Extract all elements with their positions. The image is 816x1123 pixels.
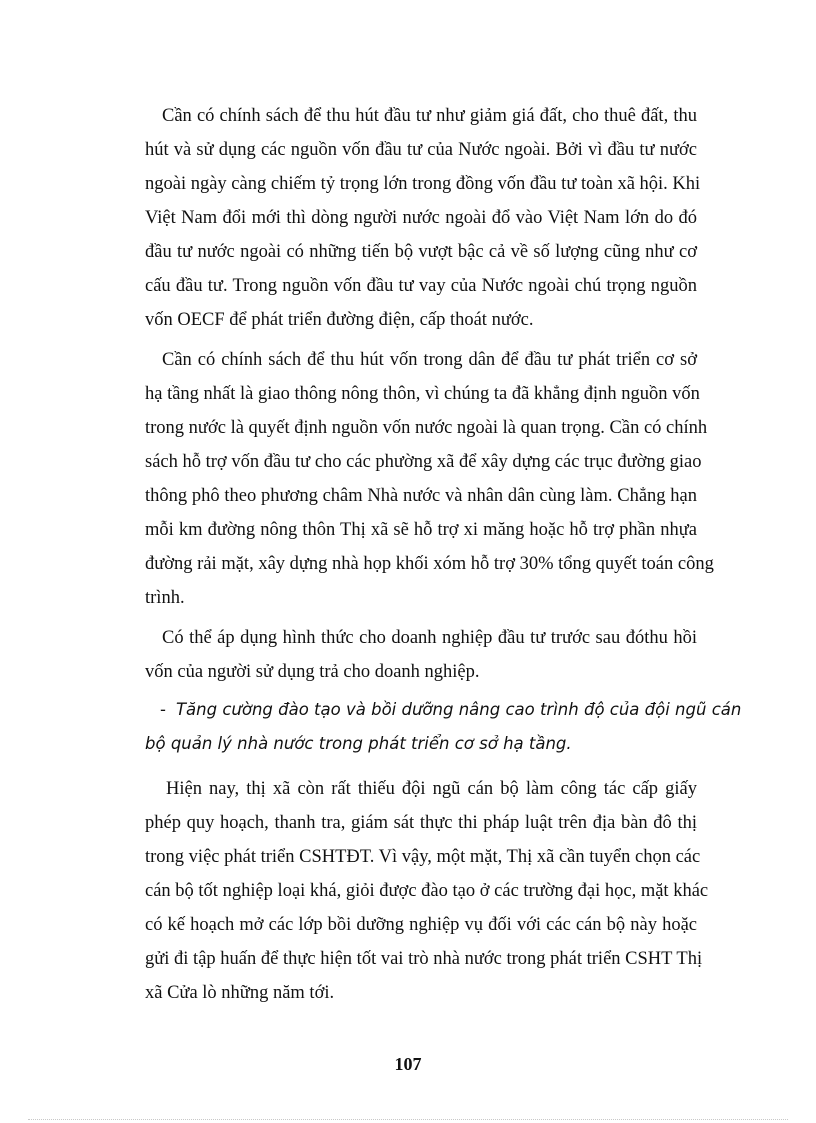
text-line: cấu đầu tư. Trong nguồn vốn đầu tư vay của Nước ngoài chú trọng nguồn	[145, 276, 697, 296]
text-line: đường rải mặt, xây dựng nhà họp khối xóm hỗ trợ 30% tổng quyết toán công	[145, 554, 714, 574]
text-line: Có thể áp dụng hình thức cho doanh nghiệp đầu tư trước sau đóthu hồi	[162, 628, 697, 648]
text-line: xã Cửa lò những năm tới.	[145, 983, 335, 1003]
text-line: đầu tư nước ngoài có những tiến bộ vượt bậc cả về số lượng cũng như cơ	[145, 242, 697, 262]
footer-divider	[28, 1119, 788, 1120]
page-number: 107	[394, 1054, 422, 1074]
text-line: ngoài ngày càng chiếm tỷ trọng lớn trong đồng vốn đầu tư toàn xã hội. Khi	[145, 174, 701, 194]
text-line: hút và sử dụng các nguồn vốn đầu tư của Nước ngoài. Bởi vì đầu tư nước	[145, 140, 697, 160]
text-line: Hiện nay, thị xã còn rất thiếu đội ngũ cán bộ làm công tác cấp giấy	[166, 779, 697, 799]
text-line	[160, 696, 742, 724]
bullet-dash: -	[160, 700, 166, 719]
text-line: Cần có chính sách để thu hút đầu tư như giảm giá đất, cho thuê đất, thu	[162, 106, 697, 126]
text-line: trình.	[145, 588, 185, 608]
text-line: thông phô theo phương châm Nhà nước và nhân dân cùng làm. Chẳng hạn	[145, 486, 697, 506]
text-line: Cần có chính sách để thu hút vốn trong dân để đầu tư phát triển cơ sở	[162, 350, 697, 370]
text-line: Việt Nam đổi mới thì dòng người nước ngoài đổ vào Việt Nam lớn do đó	[145, 208, 697, 228]
text-line: vốn OECF để phát triển đường điện, cấp thoát nước.	[145, 310, 534, 330]
text-line: gửi đi tập huấn để thực hiện tốt vai trò nhà nước trong phát triển CSHT Thị	[145, 949, 703, 969]
text-line: vốn của người sử dụng trả cho doanh nghiệp.	[145, 662, 480, 682]
text-line: cán bộ tốt nghiệp loại khá, giỏi được đào tạo ở các trường đại học, mặt khác	[145, 881, 709, 901]
text-line: có kế hoạch mở các lớp bồi dưỡng nghiệp vụ đối với các cán bộ này hoặc	[145, 915, 697, 935]
text-line: trong nước là quyết định nguồn vốn nước ngoài là quan trọng. Cần có chính	[145, 418, 708, 438]
text-line: phép quy hoạch, thanh tra, giám sát thực thi pháp luật trên địa bàn đô thị	[145, 813, 697, 833]
bullet-text: Tăng cường đào tạo và bồi dưỡng nâng cao trình độ của đội ngũ cán	[175, 700, 742, 719]
text-line: trong việc phát triển CSHTĐT. Vì vậy, một mặt, Thị xã cần tuyển chọn các	[145, 847, 701, 867]
text-line: mỗi km đường nông thôn Thị xã sẽ hỗ trợ xi măng hoặc hỗ trợ phần nhựa	[145, 520, 697, 540]
text-line: bộ quản lý nhà nước trong phát triển cơ sở hạ tầng.	[145, 734, 572, 753]
text-line: sách hỗ trợ vốn đầu tư cho các phường xã để xây dựng các trục đường giao	[145, 452, 702, 472]
text-line: hạ tầng nhất là giao thông nông thôn, vì chúng ta đã khẳng định nguồn vốn	[145, 384, 700, 404]
